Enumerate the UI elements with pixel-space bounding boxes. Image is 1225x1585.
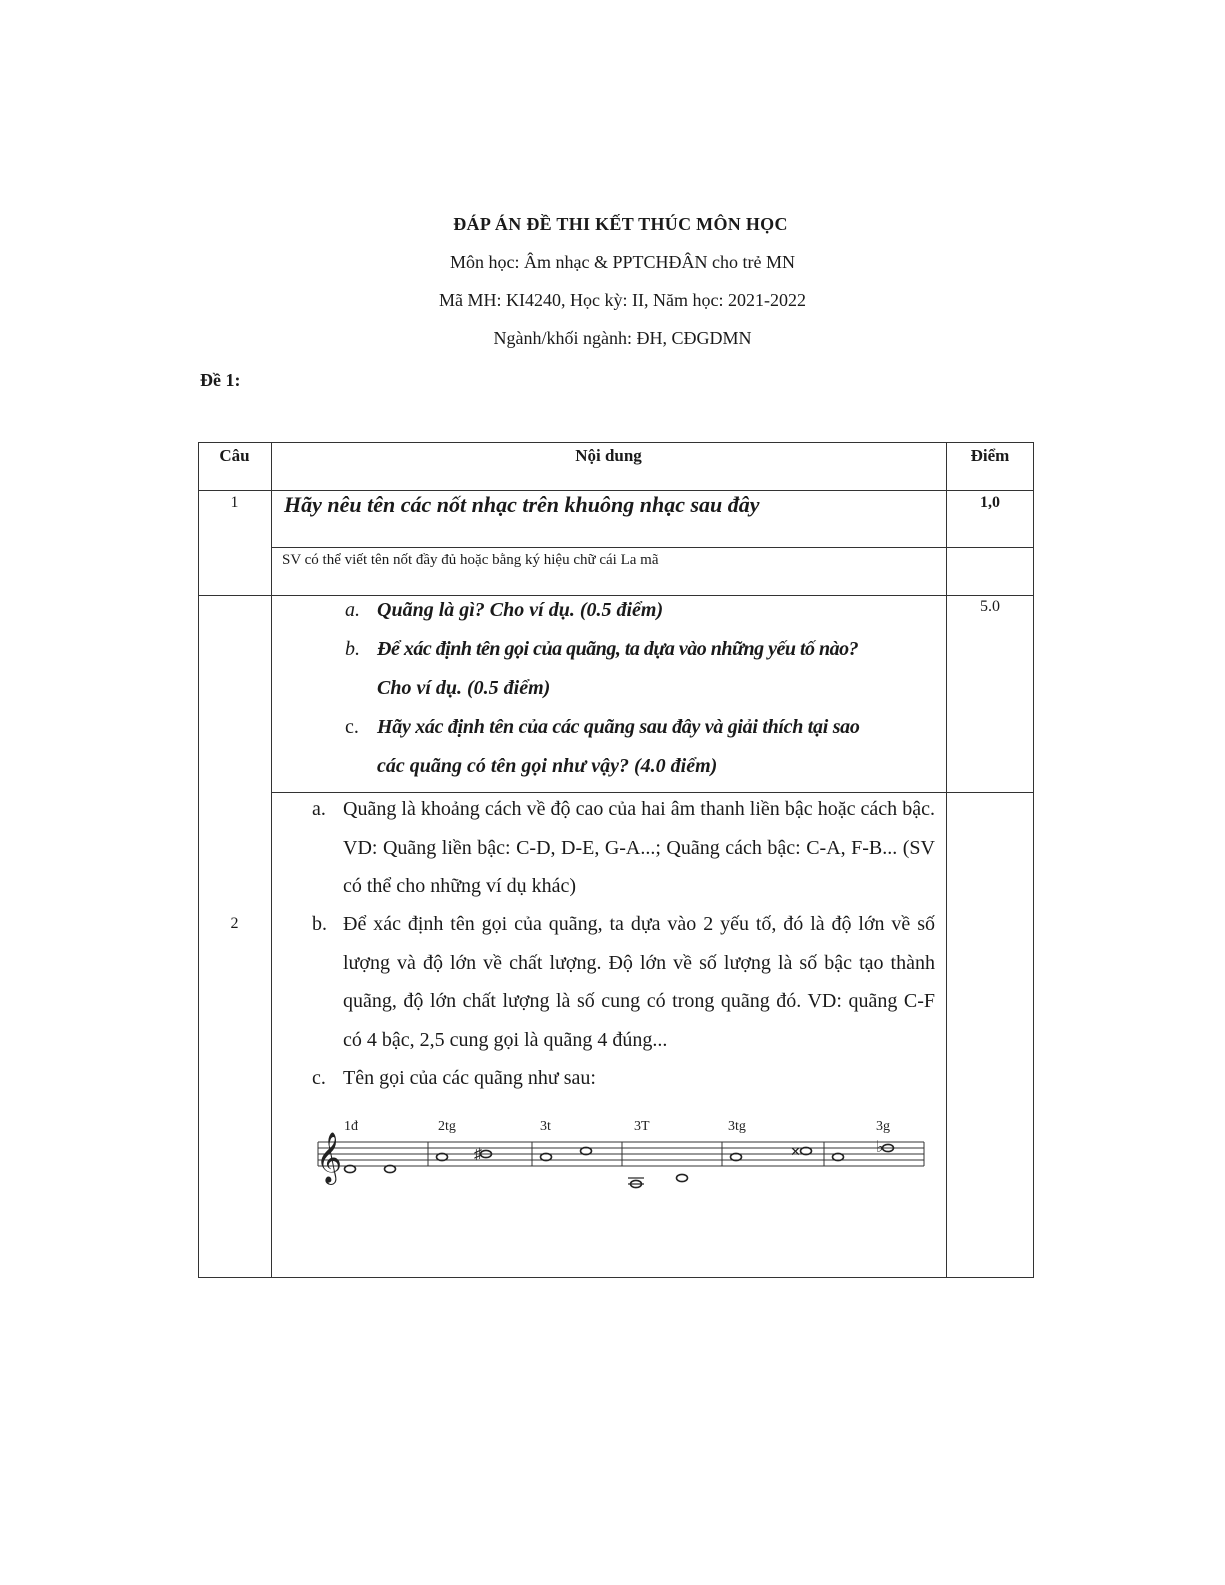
interval-label-6: 3g <box>876 1119 890 1134</box>
answer-a-marker: a. <box>312 798 326 820</box>
q2-question-b-marker: b. <box>345 638 360 660</box>
q2-question-c-line2: các quãng có tên gọi như vậy? (4.0 điểm) <box>377 755 718 777</box>
q1-number: 1 <box>230 494 239 511</box>
header-score: Điểm <box>970 446 1010 465</box>
q1-title: Hãy nêu tên các nốt nhạc trên khuông nhạc sau đây <box>284 492 760 517</box>
answer-table <box>198 442 1034 1278</box>
interval-staff-svg <box>310 1112 930 1202</box>
answer-a: Quãng là khoảng cách về độ cao của hai âm thanh liền bậc hoặc cách bậc. VD: Quãng liền bậc: C-D, D-E, G-A...; Quãng cách bậc: C-A, F-B... (SV có thể cho những ví dụ khác) <box>343 798 935 897</box>
header-content: Nội dung <box>575 446 642 465</box>
q2-question-a: Quãng là gì? Cho ví dụ. (0.5 điểm) <box>377 599 664 621</box>
q2-question-c-marker: c. <box>345 716 359 738</box>
header-question: Câu <box>219 446 250 465</box>
interval-label-1: 1đ <box>344 1119 358 1134</box>
interval-label-5: 3tg <box>728 1119 746 1134</box>
treble-clef-icon: 𝄞 <box>316 1133 343 1182</box>
answer-c: Tên gọi của các quãng như sau: <box>343 1067 596 1089</box>
answer-b-marker: b. <box>312 913 327 935</box>
q2-question-a-marker: a. <box>345 599 360 621</box>
q2-score: 5.0 <box>980 598 1000 615</box>
interval-label-3: 3t <box>540 1119 551 1134</box>
interval-label-4: 3T <box>634 1119 650 1134</box>
subject-line: Môn học: Âm nhạc & PPTCHĐÂN cho trẻ MN <box>450 252 795 272</box>
answer-c-marker: c. <box>312 1067 326 1089</box>
major-line: Ngành/khối ngành: ĐH, CĐGDMN <box>493 328 752 348</box>
q2-question-b-line2: Cho ví dụ. (0.5 điểm) <box>377 677 551 699</box>
double-sharp-icon: ✕ <box>790 1144 801 1159</box>
course-code-line: Mã MH: KI4240, Học kỳ: II, Năm học: 2021-2022 <box>439 290 806 310</box>
q2-number: 2 <box>230 915 239 932</box>
flat-icon: ♭ <box>876 1139 884 1156</box>
q1-note: SV có thể viết tên nốt đầy đủ hoặc bằng ký hiệu chữ cái La mã <box>282 552 659 568</box>
q2-question-c-line1: Hãy xác định tên của các quãng sau đây và giải thích tại sao <box>377 716 860 738</box>
answer-b: Để xác định tên gọi của quãng, ta dựa vào 2 yếu tố, đó là độ lớn về số lượng và độ lớn về chất lượng. Độ lớn về số lượng là số bậc tạo thành quãng, độ lớn chất lượng là số cung có trong quãng đó. VD: quãng C-F có 4 bậc, 2,5 cung gọi là quãng 4 đúng... <box>343 913 935 1051</box>
q2-question-b-line1: Để xác định tên gọi của quãng, ta dựa vào những yếu tố nào? <box>377 638 859 660</box>
table-border-right <box>1033 442 1034 1278</box>
document-title: ĐÁP ÁN ĐỀ THI KẾT THÚC MÔN HỌC <box>453 214 788 234</box>
sharp-icon: ♯ <box>474 1146 482 1163</box>
q1-score: 1,0 <box>980 494 1000 511</box>
interval-staff <box>310 1112 930 1202</box>
exam-label: Đề 1: <box>200 370 241 390</box>
table-col-divider-2 <box>946 442 947 1278</box>
interval-label-2: 2tg <box>438 1119 456 1134</box>
note-head <box>677 1174 688 1181</box>
